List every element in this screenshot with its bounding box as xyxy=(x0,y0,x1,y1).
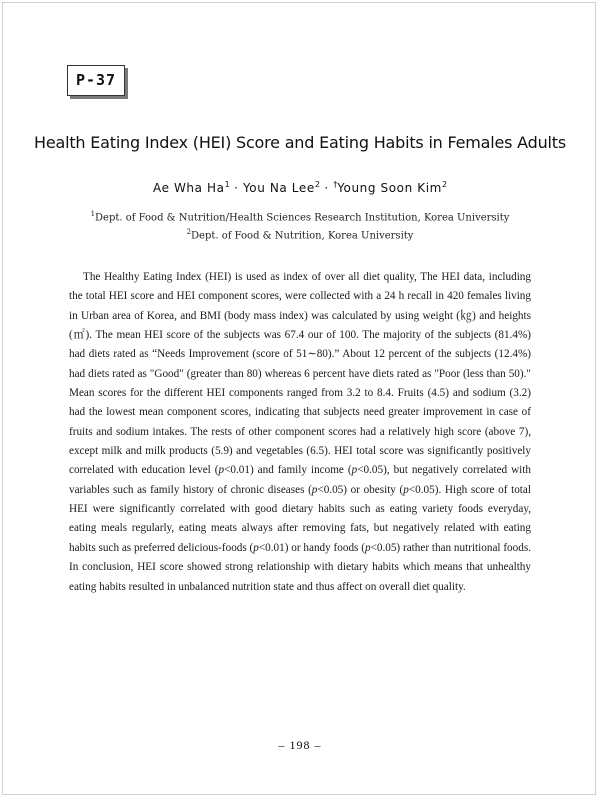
affiliation-mark: 2 xyxy=(186,228,192,237)
abstract-text: <0.01) and family income ( xyxy=(224,464,352,477)
author-affiliation-mark: 2 xyxy=(314,180,320,189)
p-value-symbol: p xyxy=(253,541,259,554)
author-separator: · xyxy=(234,181,239,195)
affiliation-mark: 1 xyxy=(90,210,96,218)
author-affiliation-mark: 2 xyxy=(441,180,448,189)
poster-number-label: P-37 xyxy=(67,65,125,96)
abstract-body xyxy=(69,268,531,597)
abstract-text: <0.05). High score of total HEI were significantly correlated with good dietary habits such as eating variety foods everyday, eating meals regularly, eating meats always after removing fats, but negatively related with eating habits such as preferred delicious-foods ( xyxy=(69,483,531,554)
abstract-text: <0.01) or handy foods ( xyxy=(258,541,365,554)
abstract-text: <0.05) or obesity ( xyxy=(317,483,404,496)
abstract-text: <0.05), but negatively correlated with variables such as family history of chronic diseases ( xyxy=(69,464,531,496)
author-affiliation-mark: 1 xyxy=(224,180,230,189)
affiliation-line xyxy=(0,225,600,243)
affiliation-text: Dept. of Food & Nutrition/Health Sciences Research Institution, Korea University xyxy=(95,212,510,224)
author-name: Young Soon Kim xyxy=(337,181,442,195)
corresponding-author-mark: † xyxy=(333,180,338,189)
author-name: Ae Wha Ha xyxy=(152,181,225,195)
affiliations xyxy=(0,207,600,244)
p-value-symbol: p xyxy=(311,483,318,496)
abstract-text: <0.05) rather than nutritional foods. In conclusion, HEI score showed strong relationship with dietary habits which means that unhealthy eating habits resulted in unbalanced nutrition state and thus affect on overall diet quality. xyxy=(69,541,531,593)
p-value-symbol: p xyxy=(218,464,225,477)
author-name: You Na Lee xyxy=(242,181,315,195)
p-value-symbol: p xyxy=(351,464,358,477)
p-value-symbol: p xyxy=(403,483,409,496)
p-value-symbol: p xyxy=(364,541,371,554)
author-separator: · xyxy=(324,181,329,195)
author-list xyxy=(0,180,600,195)
abstract-text: The Healthy Eating Index (HEI) is used as index of over all diet quality, The HEI data, including the total HEI score and HEI component scores, were collected with a 24 h recall in 420 females living in Urban area of Korea, and BMI (body mass index) was calculated by using weight (㎏) and heights (㎡). The mean HEI score of the subjects was 67.4 our of 100. The majority of the subjects (81.4%) had diets rated as “Needs Improvement (score of 51∼80).” About 12 percent of the subjects (12.4%) had diets rated as "Good" (greater than 80) whereas 6 percent have diets rated as "Poor (less than 50)." Mean scores for the different HEI components ranged from 3.2 to 8.4. Fruits (4.5) and sodium (3.2) had the lowest mean component scores, indicating that subjects need greater improvement in case of fruits and sodium intakes. The rests of other component scores had a relatively high score (above 7), except milk and milk products (5.9) and vegetables (6.5). HEI total score was significantly positively correlated with education level ( xyxy=(69,271,531,477)
affiliation-text: Dept. of Food & Nutrition, Korea University xyxy=(191,230,414,242)
paper-title: Health Eating Index (HEI) Score and Eating Habits in Females Adults xyxy=(34,133,566,152)
page-number: – 198 – xyxy=(278,738,322,752)
affiliation-line xyxy=(0,207,600,225)
